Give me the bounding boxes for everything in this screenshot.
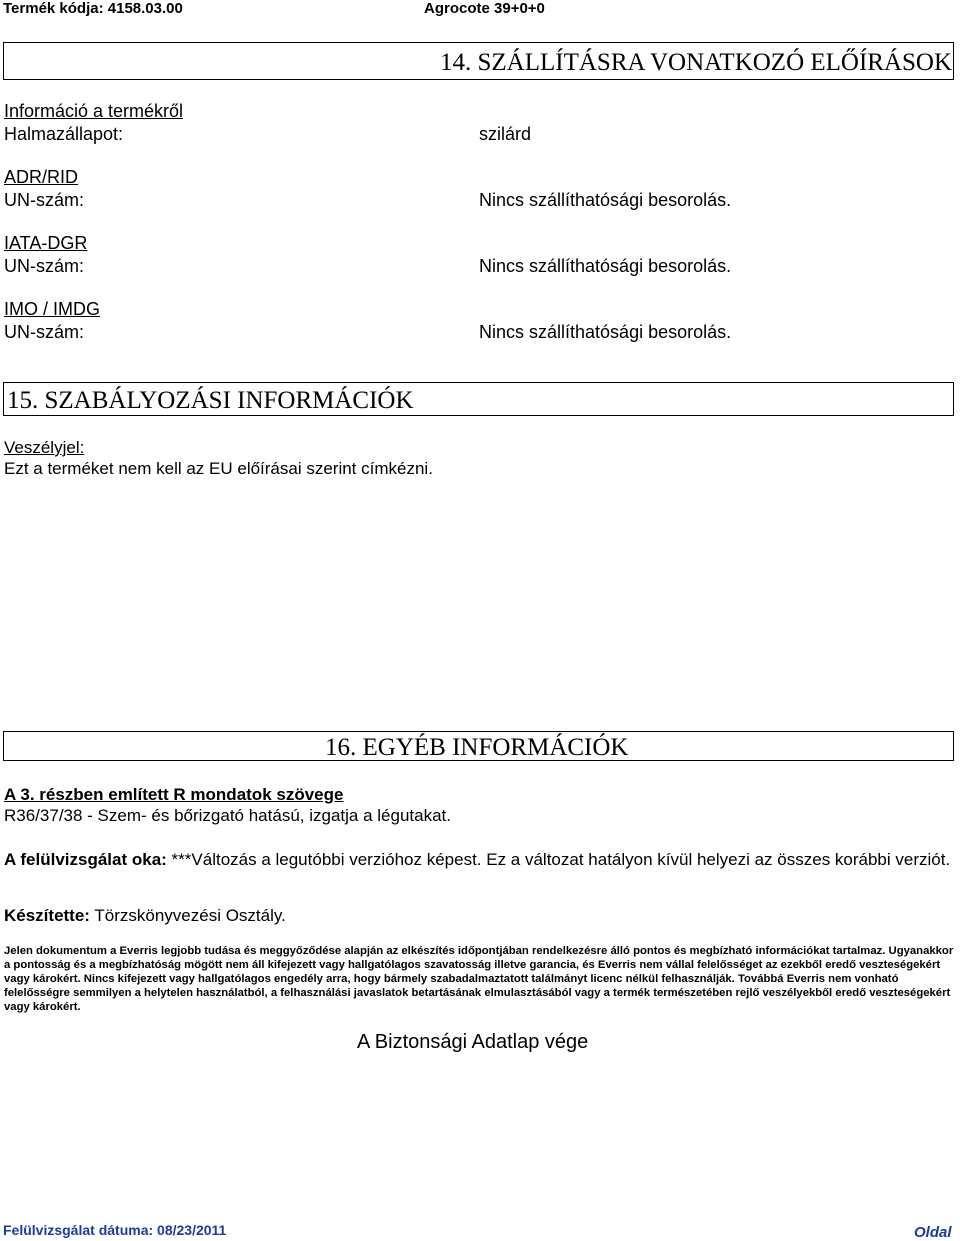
product-name: Agrocote 39+0+0 — [424, 0, 545, 17]
imo-heading: IMO / IMDG — [4, 299, 100, 319]
state-value: szilárd — [479, 124, 532, 144]
iata-un-label: UN-szám: — [4, 256, 84, 276]
adr-heading: ADR/RID — [4, 167, 79, 187]
revision-reason-text: ***Változás a legutóbbi verzióhoz képest. Ez a változat hatályon kívül helyezi az összes korábbi verziót. — [171, 850, 951, 869]
adr-un-label: UN-szám: — [4, 190, 84, 210]
prepared-by-label: Készítette: — [4, 906, 90, 925]
hazard-text: Ezt a terméket nem kell az EU előírásai szerint címkézni. — [4, 459, 433, 478]
r-phrases-text: R36/37/38 - Szem- és bőrizgató hatású, izgatja a légutakat. — [4, 806, 451, 825]
hazard-heading: Veszélyjel: — [4, 438, 85, 457]
end-of-sheet: A Biztonsági Adatlap vége — [357, 1031, 589, 1053]
revision-reason-label: A felülvizsgálat oka: — [4, 850, 167, 869]
state-label: Halmazállapot: — [4, 124, 124, 144]
info-heading: Információ a termékről — [4, 101, 184, 121]
iata-un-value: Nincs szállíthatósági besorolás. — [479, 256, 732, 276]
prepared-by — [4, 906, 286, 926]
disclaimer-part-1: Jelen dokumentum a Everris legjobb tudása és meggyőződése alapján az elkészítés időpontjában rendelkezésre álló pontos és megbízható információkat tartalmaz. Ugyanakkor a pontosság és a megbízhatóság mögött nem áll kifejezett vagy hallgatólagos szavatosság illetve garancia, és Everris nem vállal felelősséget az ezekből eredő veszteségekért vagy károkért. — [4, 945, 954, 985]
page-label: Oldal — [914, 1224, 952, 1241]
iata-heading: IATA-DGR — [4, 233, 88, 253]
revision-reason — [4, 849, 956, 870]
product-code: Termék kódja: 4158.03.00 — [3, 0, 183, 17]
section-15-title: 15. SZABÁLYOZÁSI INFORMÁCIÓK — [7, 387, 414, 414]
imo-un-label: UN-szám: — [4, 322, 84, 342]
adr-un-value: Nincs szállíthatósági besorolás. — [479, 190, 732, 210]
section-16-title: 16. EGYÉB INFORMÁCIÓK — [325, 734, 629, 761]
section-14-title: 14. SZÁLLÍTÁSRA VONATKOZÓ ELŐÍRÁSOK — [440, 49, 953, 76]
prepared-by-text: Törzskönyvezési Osztály. — [94, 906, 286, 925]
disclaimer-part-3: Továbbá Everris nem vonható felelősségre semmilyen a helytelen használatból, a felhasználási javaslatok betartásának elmulasztásából vagy a termék természetében rejlő veszélyekből eredő veszteségekért vagy károkért. — [4, 973, 951, 1013]
r-phrases-heading: A 3. részben említett R mondatok szövege — [4, 785, 344, 804]
disclaimer-part-2: Nincs kifejezett vagy hallgatólagos engedély arra, hogy bármely szabadalmaztatott találmányt licenc nélkül felhasználják. — [83, 973, 735, 985]
disclaimer — [4, 944, 959, 1014]
imo-un-value: Nincs szállíthatósági besorolás. — [479, 322, 732, 342]
revision-date: Felülvizsgálat dátuma: 08/23/2011 — [3, 1222, 227, 1238]
